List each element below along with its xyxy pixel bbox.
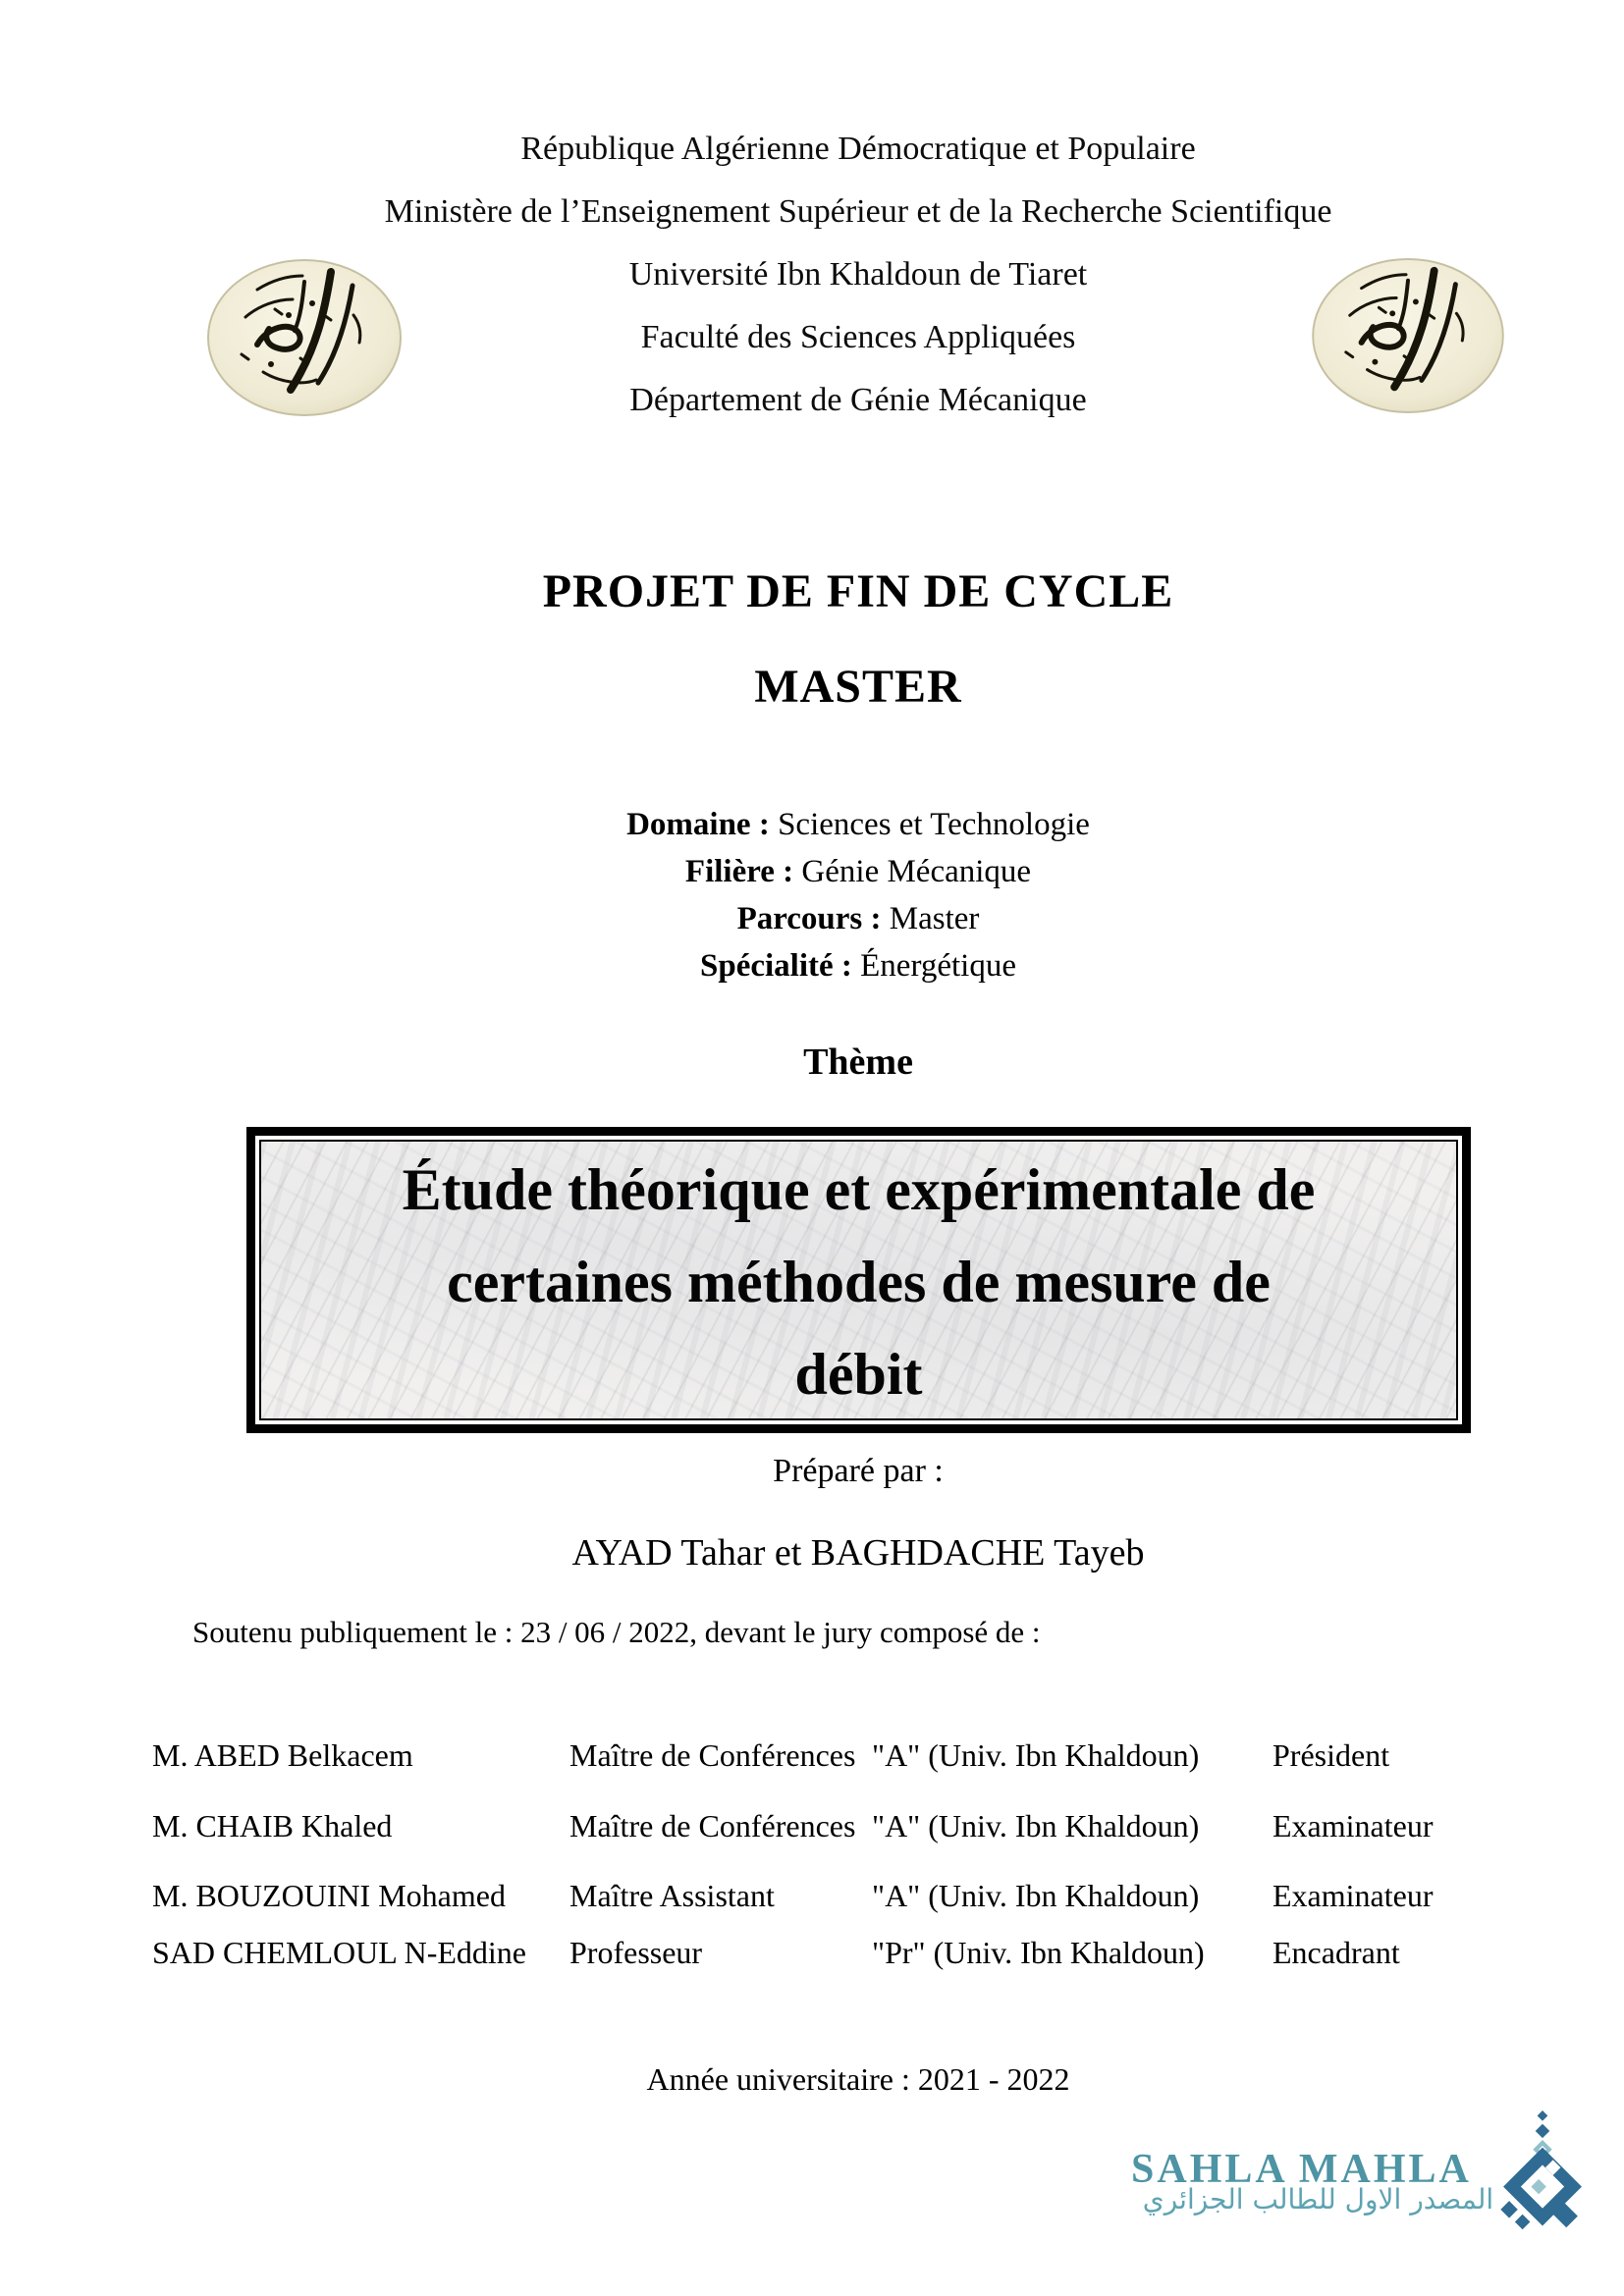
program-label: Domaine : — [626, 807, 770, 842]
sahla-mahla-tagline: المصدر الاول للطالب الجزائري — [1142, 2183, 1494, 2216]
jury-member-role: Encadrant — [1272, 1935, 1400, 1970]
theme-heading: Thème — [803, 1041, 913, 1083]
program-line-parcours — [92, 895, 1624, 942]
sahla-mahla-wordmark: SAHLA MAHLA — [1131, 2147, 1472, 2192]
academic-year: Année universitaire : 2021 - 2022 — [646, 2061, 1070, 2097]
thesis-title-line: Étude théorique et expérimentale de — [402, 1157, 1316, 1222]
jury-member-rank: "A" (Univ. Ibn Khaldoun) — [872, 1808, 1200, 1843]
jury-member-rank: "A" (Univ. Ibn Khaldoun) — [872, 1737, 1200, 1773]
sahla-mahla-icon — [1496, 2110, 1589, 2236]
program-line-specialite — [92, 942, 1624, 989]
jury-row — [0, 1933, 1624, 1972]
thesis-title-box-inner — [259, 1140, 1458, 1420]
university-seal-icon — [206, 258, 403, 417]
program-label: Filière : — [684, 854, 794, 889]
jury-row — [0, 1735, 1624, 1775]
degree-title: PROJET DE FIN DE CYCLE — [542, 565, 1174, 617]
jury-member-name: M. BOUZOUINI Mohamed — [152, 1878, 506, 1913]
jury-member-role: Examinateur — [1272, 1878, 1434, 1913]
program-label: Parcours : — [736, 901, 882, 936]
program-value: Génie Mécanique — [793, 854, 1032, 889]
program-line-filiere — [92, 848, 1624, 895]
jury-row — [0, 1806, 1624, 1845]
header-line-republic: République Algérienne Démocratique et Populaire — [520, 131, 1196, 167]
program-line-domaine — [92, 801, 1624, 848]
program-value: Sciences et Technologie — [769, 807, 1090, 842]
jury-member-name: M. CHAIB Khaled — [152, 1808, 393, 1843]
program-block — [92, 801, 1624, 989]
prepared-by-label: Préparé par : — [773, 1453, 944, 1489]
header-line-faculty: Faculté des Sciences Appliquées — [640, 319, 1076, 355]
jury-row — [0, 1876, 1624, 1915]
thesis-title-line: certaines méthodes de mesure de — [447, 1250, 1271, 1314]
jury-member-role: Président — [1272, 1737, 1390, 1773]
university-seal-icon — [1311, 257, 1505, 414]
thesis-title-box — [246, 1127, 1471, 1433]
jury-member-grade: Maître Assistant — [569, 1878, 775, 1913]
jury-member-grade: Maître de Conférences — [569, 1808, 856, 1843]
sahla-mahla-logo — [1496, 2110, 1589, 2236]
authors-names: AYAD Tahar et BAGHDACHE Tayeb — [571, 1532, 1145, 1574]
jury-member-rank: "A" (Univ. Ibn Khaldoun) — [872, 1878, 1200, 1913]
jury-member-grade: Maître de Conférences — [569, 1737, 856, 1773]
jury-member-name: SAD CHEMLOUL N-Eddine — [152, 1935, 526, 1970]
header-line-ministry: Ministère de l’Enseignement Supérieur et de la Recherche Scientifique — [384, 193, 1332, 230]
header-line-university: Université Ibn Khaldoun de Tiaret — [628, 256, 1088, 293]
degree-level: MASTER — [754, 661, 962, 713]
jury-member-role: Examinateur — [1272, 1808, 1434, 1843]
thesis-title-line: débit — [794, 1342, 923, 1407]
header-line-department: Département de Génie Mécanique — [629, 382, 1087, 418]
program-value: Master — [881, 901, 980, 936]
university-seal-left — [206, 258, 403, 417]
defense-statement: Soutenu publiquement le : 23 / 06 / 2022, devant le jury composé de : — [192, 1615, 1041, 1649]
jury-member-name: M. ABED Belkacem — [152, 1737, 413, 1773]
university-seal-right — [1311, 257, 1505, 414]
program-label: Spécialité : — [700, 948, 852, 984]
jury-member-grade: Professeur — [569, 1935, 703, 1970]
program-value: Énergétique — [851, 948, 1016, 984]
jury-member-rank: "Pr" (Univ. Ibn Khaldoun) — [872, 1935, 1205, 1970]
